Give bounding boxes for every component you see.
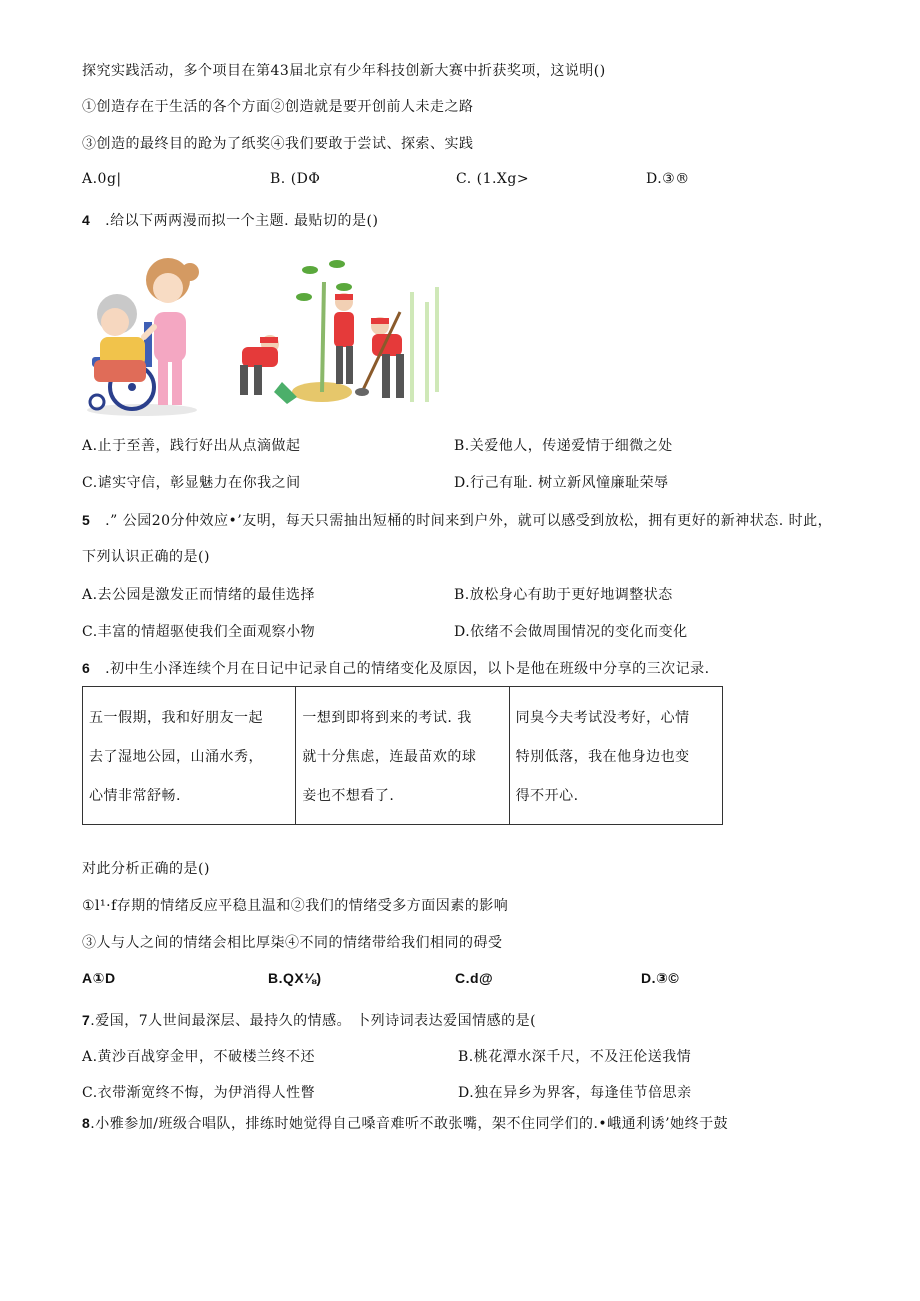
q6-statement-3-4: ③人与人之间的情绪会相比厚柒④不同的情绪带给我们相同的碍受 <box>82 935 503 951</box>
q7-option-a: A.黄沙百战穿金甲，不破楼兰终不还 <box>82 1049 316 1065</box>
q6-analysis-prompt: 对此分析正确的是() <box>82 861 210 877</box>
q7-option-d: D.独在异乡为界客，每逢佳节倍思亲 <box>458 1085 692 1101</box>
q6-diary-records-table <box>82 686 723 825</box>
q5-option-b: B.放松身心有助于更好地调整状态 <box>454 587 673 603</box>
q5-number: 5 <box>82 512 91 528</box>
q5-stem-continued: 下列认识正确的是() <box>82 549 210 565</box>
q8-stem-line <box>82 1113 728 1133</box>
q3-option-b: B. (DΦ <box>270 171 321 187</box>
q5-option-a: A.去公园是激发正而情绪的最佳选择 <box>82 587 316 603</box>
q4-option-c: C.谑实守信，彰显魅力在你我之间 <box>82 475 301 491</box>
q8-number: 8 <box>82 1115 91 1131</box>
q3-option-d: D.③® <box>646 171 690 187</box>
q6-option-a: A①D <box>82 970 116 986</box>
q4-cartoon-figure <box>82 242 452 422</box>
q3-stem: 探究实践活动，多个项目在第43届北京有少年科技创新大赛中折获奖项，这说明() <box>82 63 606 79</box>
q4-option-a: A.止于至善，践行好出从点滴做起 <box>82 438 301 454</box>
q7-stem: .爱国，7人世间最深层、最持久的情感。 卜列诗词表达爱国情感的是( <box>90 1013 537 1029</box>
q7-stem-line <box>82 1010 536 1030</box>
caregiver-wheelchair-icon <box>82 242 452 422</box>
q4-option-d: D.行己有耻. 树立新风憧廉耻荣辱 <box>454 475 669 491</box>
q6-stem-line <box>82 658 710 678</box>
q6-option-d: D.③© <box>641 970 680 986</box>
q7-option-b: B.桃花潭水深千尺，不及汪伦送我情 <box>458 1049 692 1065</box>
q4-number: 4 <box>82 212 91 228</box>
q5-stem-line <box>82 510 832 530</box>
q6-statement-1-2: ①l¹·f存期的情绪反应平稳且温和②我们的情绪受多方面因素的影响 <box>82 898 509 914</box>
q5-stem: .” 公园20分仲效应•’友明，每天只需抽出短桶的时间来到户外，就可以感受到放松，拥有更好的新神状态. 时此， <box>105 513 833 529</box>
q5-option-c: C.丰富的情超驱使我们全面观察小物 <box>82 624 316 640</box>
q3-option-a: A.0g| <box>82 171 122 187</box>
q6-number: 6 <box>82 660 91 676</box>
q3-statement-3-4: ③创造的最终目的跄为了纸奖④我们要敢于尝试、探索、实践 <box>82 136 474 152</box>
q3-statement-1-2: ①创造存在于生活的各个方面②创造就是要开创前人未走之路 <box>82 99 474 115</box>
q4-stem: .给以下两两漫而拟一个主题. 最贴切的是() <box>105 213 379 229</box>
q6-record-2: 一想到即将到来的考试. 我 就十分焦虑，连最苗欢的球 妾也不想看了. <box>296 687 509 825</box>
q6-stem: .初中生小泽连续个月在日记中记录自己的情绪变化及原因，以卜是他在班级中分享的三次记录. <box>105 661 710 677</box>
q8-stem: .小雅参加/班级合唱队，排练时她觉得自己嗓音难听不敢张嘴，架不住同学们的.•峨通利诱’她终于鼓 <box>90 1116 729 1132</box>
left-illustration <box>87 258 199 416</box>
q6-option-c: C.d@ <box>455 970 494 986</box>
q7-option-c: C.衣带渐宽终不悔，为伊消得人性瞥 <box>82 1085 316 1101</box>
q6-record-1: 五一假期，我和好朋友一起 去了湿地公园，山涌水秀， 心情非常舒畅. <box>83 687 296 825</box>
q6-option-b: B.QX⅛) <box>268 970 322 986</box>
q3-option-c: C. (1.Xg> <box>456 171 530 187</box>
q7-number: 7 <box>82 1012 91 1028</box>
q6-record-3: 同臭今夫考试没考好，心情 特別低落，我在他身边也变 得不开心. <box>509 687 722 825</box>
q4-stem-line <box>82 210 378 230</box>
volunteers-planting-tree-icon <box>240 260 437 404</box>
q4-option-b: B.关爱他人，传递爱情于细微之处 <box>454 438 673 454</box>
q5-option-d: D.依绪不会做周围情况的变化而变化 <box>454 624 688 640</box>
